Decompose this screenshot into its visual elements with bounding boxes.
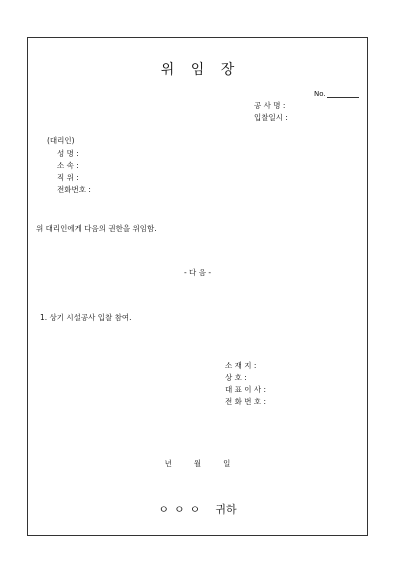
date-year: 년: [164, 459, 172, 468]
date-line: [28, 458, 367, 469]
date-month: 월: [193, 459, 202, 468]
recipient-placeholder: ㅇㅇㅇ: [158, 503, 206, 516]
agent-name-label: 성 명 :: [57, 149, 79, 158]
section-heading: - 다 음 -: [183, 268, 212, 277]
document-number-label: No.: [314, 90, 326, 98]
owner-phone-label: 전 화 번 호 :: [225, 397, 267, 406]
agent-position-label: 직 위 :: [57, 173, 79, 182]
agent-affiliation-label: 소 속 :: [57, 161, 79, 170]
document-number: [314, 90, 359, 98]
date-day: 일: [223, 459, 231, 468]
agent-phone-label: 전화번호 :: [57, 185, 91, 194]
document-page: [27, 37, 368, 536]
owner-address-label: 소 재 지 :: [225, 361, 257, 370]
recipient-honorific: 귀하: [215, 503, 237, 516]
delegation-statement: 위 대리인에게 다음의 권한을 위임함.: [36, 224, 157, 233]
owner-company-label: 상 호 :: [225, 373, 247, 382]
bid-datetime-label: 입찰일시 :: [254, 113, 288, 122]
delegated-item: 1. 상기 시설공사 입찰 참여.: [40, 313, 132, 322]
project-name-label: 공 사 명 :: [254, 101, 286, 110]
owner-ceo-label: 대 표 이 사 :: [225, 385, 267, 394]
agent-heading: (대리인): [47, 136, 75, 145]
recipient: [28, 501, 367, 517]
document-title: 위 임 장: [160, 62, 241, 78]
document-number-blank: [327, 90, 359, 98]
